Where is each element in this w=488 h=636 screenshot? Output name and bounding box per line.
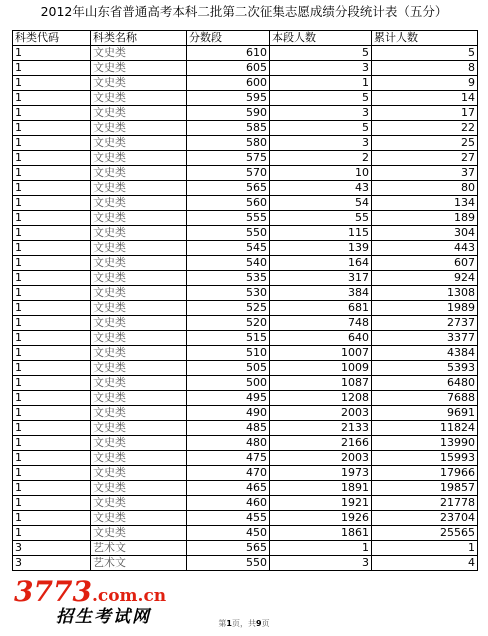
cell-subject-name: 文史类 (91, 436, 187, 451)
cell-score-band: 490 (187, 406, 270, 421)
cell-subject-name: 艺术文 (91, 541, 187, 556)
cell-band-count: 1 (270, 76, 372, 91)
table-row (13, 76, 478, 91)
cell-band-count: 1921 (270, 496, 372, 511)
cell-subject-name: 文史类 (91, 271, 187, 286)
table-row (13, 271, 478, 286)
table-row (13, 481, 478, 496)
cell-subject-name: 文史类 (91, 496, 187, 511)
table-row (13, 316, 478, 331)
cell-subject-name: 文史类 (91, 376, 187, 391)
cell-score-band: 595 (187, 91, 270, 106)
logo-domain: .com.cn (91, 586, 167, 606)
cell-score-band: 565 (187, 541, 270, 556)
cell-subject-code: 1 (13, 241, 91, 256)
table-row (13, 136, 478, 151)
cell-band-count: 1007 (270, 346, 372, 361)
cell-subject-code: 1 (13, 211, 91, 226)
cell-subject-code: 1 (13, 151, 91, 166)
cell-subject-code: 1 (13, 361, 91, 376)
cell-score-band: 605 (187, 61, 270, 76)
cell-cumulative-count: 17966 (372, 466, 478, 481)
cell-score-band: 465 (187, 481, 270, 496)
cell-score-band: 575 (187, 151, 270, 166)
cell-subject-name: 文史类 (91, 256, 187, 271)
cell-cumulative-count: 4384 (372, 346, 478, 361)
footer-suffix: 页 (261, 619, 270, 628)
cell-score-band: 520 (187, 316, 270, 331)
cell-cumulative-count: 15993 (372, 451, 478, 466)
cell-cumulative-count: 17 (372, 106, 478, 121)
cell-score-band: 560 (187, 196, 270, 211)
cell-cumulative-count: 5393 (372, 361, 478, 376)
footer-prefix: 第 (218, 619, 227, 628)
cell-band-count: 5 (270, 91, 372, 106)
cell-band-count: 1891 (270, 481, 372, 496)
cell-score-band: 475 (187, 451, 270, 466)
cell-cumulative-count: 13990 (372, 436, 478, 451)
cell-score-band: 555 (187, 211, 270, 226)
cell-cumulative-count: 14 (372, 91, 478, 106)
cell-band-count: 2003 (270, 451, 372, 466)
cell-cumulative-count: 3377 (372, 331, 478, 346)
cell-band-count: 3 (270, 136, 372, 151)
cell-score-band: 545 (187, 241, 270, 256)
cell-cumulative-count: 924 (372, 271, 478, 286)
cell-band-count: 10 (270, 166, 372, 181)
table-row (13, 436, 478, 451)
cell-score-band: 485 (187, 421, 270, 436)
cell-band-count: 681 (270, 301, 372, 316)
cell-subject-code: 1 (13, 421, 91, 436)
cell-subject-code: 1 (13, 121, 91, 136)
table-row (13, 376, 478, 391)
cell-band-count: 139 (270, 241, 372, 256)
cell-band-count: 115 (270, 226, 372, 241)
cell-score-band: 515 (187, 331, 270, 346)
cell-band-count: 3 (270, 61, 372, 76)
cell-subject-name: 文史类 (91, 91, 187, 106)
cell-subject-name: 文史类 (91, 361, 187, 376)
cell-subject-code: 1 (13, 91, 91, 106)
cell-subject-code: 1 (13, 316, 91, 331)
table-body (13, 46, 478, 571)
site-slogan: 招生考试网 (56, 607, 151, 627)
table-row (13, 61, 478, 76)
cell-subject-code: 1 (13, 391, 91, 406)
cell-score-band: 540 (187, 256, 270, 271)
score-table (12, 30, 478, 571)
table-row (13, 331, 478, 346)
cell-score-band: 525 (187, 301, 270, 316)
cell-subject-name: 文史类 (91, 316, 187, 331)
cell-band-count: 640 (270, 331, 372, 346)
cell-subject-code: 3 (13, 556, 91, 571)
cell-score-band: 585 (187, 121, 270, 136)
table-row (13, 541, 478, 556)
cell-score-band: 600 (187, 76, 270, 91)
cell-band-count: 2166 (270, 436, 372, 451)
cell-subject-name: 文史类 (91, 226, 187, 241)
cell-subject-code: 1 (13, 481, 91, 496)
table-row (13, 256, 478, 271)
cell-cumulative-count: 25565 (372, 526, 478, 541)
cell-subject-code: 1 (13, 496, 91, 511)
cell-band-count: 5 (270, 46, 372, 61)
cell-subject-name: 文史类 (91, 181, 187, 196)
header-score-band: 分数段 (187, 31, 270, 46)
cell-cumulative-count: 9 (372, 76, 478, 91)
table-row (13, 166, 478, 181)
cell-band-count: 2 (270, 151, 372, 166)
cell-band-count: 54 (270, 196, 372, 211)
cell-band-count: 748 (270, 316, 372, 331)
cell-subject-name: 文史类 (91, 526, 187, 541)
table-row (13, 286, 478, 301)
cell-score-band: 570 (187, 166, 270, 181)
cell-subject-name: 文史类 (91, 241, 187, 256)
cell-subject-name: 文史类 (91, 511, 187, 526)
document-title: 2012年山东省普通高考本科二批第二次征集志愿成绩分段统计表（五分） (40, 4, 448, 19)
table-row (13, 511, 478, 526)
cell-subject-name: 文史类 (91, 466, 187, 481)
cell-cumulative-count: 7688 (372, 391, 478, 406)
cell-subject-code: 1 (13, 346, 91, 361)
table-row (13, 121, 478, 136)
header-subject-name: 科类名称 (91, 31, 187, 46)
cell-score-band: 460 (187, 496, 270, 511)
table-row (13, 196, 478, 211)
cell-subject-code: 3 (13, 541, 91, 556)
page-footer (0, 618, 488, 629)
cell-cumulative-count: 1 (372, 541, 478, 556)
cell-cumulative-count: 19857 (372, 481, 478, 496)
table-row (13, 151, 478, 166)
table-row (13, 406, 478, 421)
table-row (13, 421, 478, 436)
cell-subject-name: 文史类 (91, 346, 187, 361)
cell-subject-name: 文史类 (91, 121, 187, 136)
cell-cumulative-count: 22 (372, 121, 478, 136)
cell-subject-code: 1 (13, 271, 91, 286)
cell-band-count: 55 (270, 211, 372, 226)
cell-subject-name: 文史类 (91, 136, 187, 151)
table-row (13, 181, 478, 196)
cell-subject-code: 1 (13, 61, 91, 76)
cell-band-count: 317 (270, 271, 372, 286)
cell-cumulative-count: 1308 (372, 286, 478, 301)
cell-score-band: 550 (187, 556, 270, 571)
cell-cumulative-count: 5 (372, 46, 478, 61)
table-row (13, 556, 478, 571)
logo-number: 3773 (14, 575, 92, 608)
cell-cumulative-count: 25 (372, 136, 478, 151)
cell-cumulative-count: 21778 (372, 496, 478, 511)
table-row (13, 226, 478, 241)
cell-cumulative-count: 37 (372, 166, 478, 181)
table-row (13, 241, 478, 256)
cell-band-count: 1087 (270, 376, 372, 391)
header-cumulative-count: 累计人数 (372, 31, 478, 46)
cell-cumulative-count: 1989 (372, 301, 478, 316)
cell-subject-code: 1 (13, 196, 91, 211)
cell-subject-code: 1 (13, 286, 91, 301)
cell-band-count: 2003 (270, 406, 372, 421)
cell-subject-code: 1 (13, 406, 91, 421)
cell-score-band: 530 (187, 286, 270, 301)
cell-subject-name: 文史类 (91, 406, 187, 421)
cell-band-count: 43 (270, 181, 372, 196)
cell-subject-name: 文史类 (91, 286, 187, 301)
cell-subject-code: 1 (13, 106, 91, 121)
cell-subject-code: 1 (13, 526, 91, 541)
table-row (13, 106, 478, 121)
table-row (13, 346, 478, 361)
cell-cumulative-count: 23704 (372, 511, 478, 526)
cell-subject-name: 文史类 (91, 451, 187, 466)
cell-cumulative-count: 80 (372, 181, 478, 196)
cell-score-band: 505 (187, 361, 270, 376)
footer-middle: 页，共 (232, 619, 256, 628)
cell-subject-code: 1 (13, 256, 91, 271)
table-row (13, 91, 478, 106)
cell-score-band: 495 (187, 391, 270, 406)
cell-subject-code: 1 (13, 301, 91, 316)
cell-score-band: 500 (187, 376, 270, 391)
cell-subject-name: 文史类 (91, 151, 187, 166)
cell-score-band: 535 (187, 271, 270, 286)
cell-cumulative-count: 304 (372, 226, 478, 241)
table-row (13, 391, 478, 406)
cell-score-band: 450 (187, 526, 270, 541)
cell-band-count: 1861 (270, 526, 372, 541)
cell-subject-name: 文史类 (91, 166, 187, 181)
cell-subject-name: 艺术文 (91, 556, 187, 571)
cell-subject-code: 1 (13, 181, 91, 196)
header-band-count: 本段人数 (270, 31, 372, 46)
cell-subject-name: 文史类 (91, 421, 187, 436)
cell-score-band: 610 (187, 46, 270, 61)
cell-subject-name: 文史类 (91, 76, 187, 91)
cell-subject-name: 文史类 (91, 106, 187, 121)
cell-subject-code: 1 (13, 166, 91, 181)
cell-subject-code: 1 (13, 76, 91, 91)
cell-cumulative-count: 134 (372, 196, 478, 211)
cell-subject-code: 1 (13, 46, 91, 61)
cell-cumulative-count: 6480 (372, 376, 478, 391)
cell-subject-code: 1 (13, 331, 91, 346)
cell-band-count: 1 (270, 541, 372, 556)
cell-cumulative-count: 11824 (372, 421, 478, 436)
table-row (13, 526, 478, 541)
cell-subject-code: 1 (13, 511, 91, 526)
cell-score-band: 480 (187, 436, 270, 451)
cell-band-count: 1973 (270, 466, 372, 481)
cell-cumulative-count: 2737 (372, 316, 478, 331)
header-subject-code: 科类代码 (13, 31, 91, 46)
table-row (13, 496, 478, 511)
cell-subject-name: 文史类 (91, 196, 187, 211)
cell-subject-name: 文史类 (91, 391, 187, 406)
cell-band-count: 1009 (270, 361, 372, 376)
cell-cumulative-count: 189 (372, 211, 478, 226)
cell-band-count: 164 (270, 256, 372, 271)
table-header-row (13, 31, 478, 46)
table-row (13, 211, 478, 226)
cell-subject-code: 1 (13, 136, 91, 151)
cell-subject-name: 文史类 (91, 61, 187, 76)
cell-band-count: 1208 (270, 391, 372, 406)
table-row (13, 361, 478, 376)
cell-subject-code: 1 (13, 451, 91, 466)
cell-band-count: 3 (270, 106, 372, 121)
cell-subject-code: 1 (13, 436, 91, 451)
cell-subject-name: 文史类 (91, 301, 187, 316)
cell-band-count: 5 (270, 121, 372, 136)
cell-cumulative-count: 8 (372, 61, 478, 76)
table-row (13, 46, 478, 61)
cell-cumulative-count: 443 (372, 241, 478, 256)
table-row (13, 451, 478, 466)
table-row (13, 466, 478, 481)
cell-subject-name: 文史类 (91, 331, 187, 346)
cell-subject-name: 文史类 (91, 481, 187, 496)
cell-subject-code: 1 (13, 466, 91, 481)
total-page-number: 9 (256, 619, 262, 628)
cell-subject-name: 文史类 (91, 211, 187, 226)
cell-score-band: 590 (187, 106, 270, 121)
cell-score-band: 455 (187, 511, 270, 526)
cell-score-band: 565 (187, 181, 270, 196)
cell-band-count: 2133 (270, 421, 372, 436)
cell-cumulative-count: 4 (372, 556, 478, 571)
cell-cumulative-count: 27 (372, 151, 478, 166)
table-row (13, 301, 478, 316)
cell-band-count: 1926 (270, 511, 372, 526)
cell-cumulative-count: 9691 (372, 406, 478, 421)
cell-score-band: 470 (187, 466, 270, 481)
cell-band-count: 384 (270, 286, 372, 301)
current-page-number: 1 (226, 619, 232, 628)
cell-subject-code: 1 (13, 226, 91, 241)
cell-subject-name: 文史类 (91, 46, 187, 61)
cell-cumulative-count: 607 (372, 256, 478, 271)
cell-score-band: 510 (187, 346, 270, 361)
cell-subject-code: 1 (13, 376, 91, 391)
cell-band-count: 3 (270, 556, 372, 571)
cell-score-band: 550 (187, 226, 270, 241)
cell-score-band: 580 (187, 136, 270, 151)
